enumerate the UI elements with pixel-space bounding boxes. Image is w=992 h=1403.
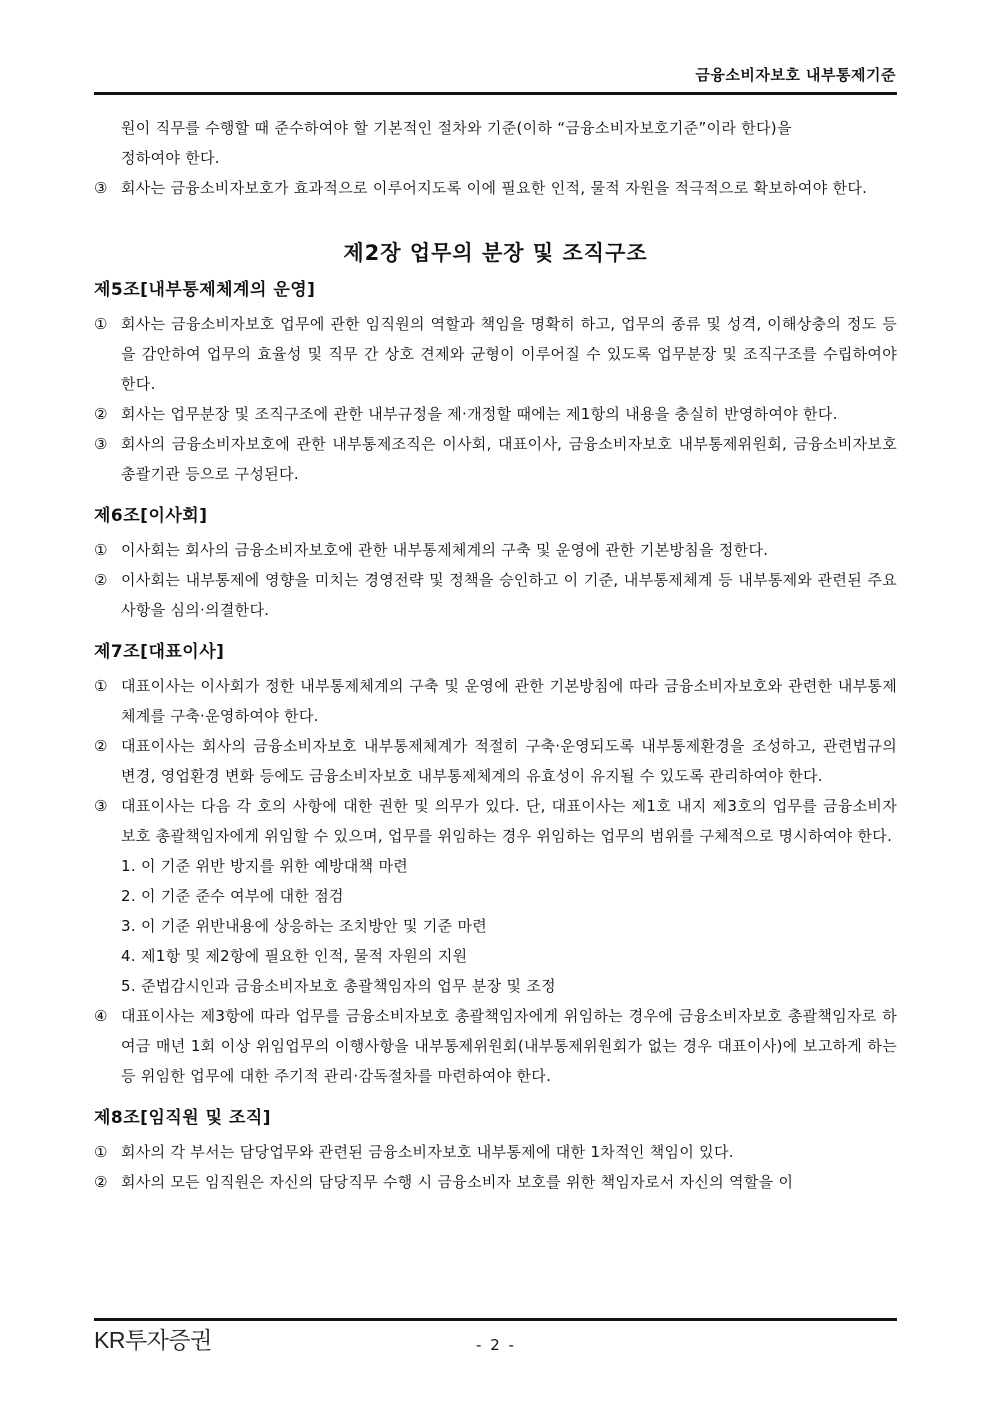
paragraph-text: 회사는 금융소비자보호 업무에 관한 임직원의 역할과 책임을 명확히 하고, 업무의 종류 및 성격, 이해상충의 정도 등을 감안하여 업무의 효율성 및 직무 간 상호 견제와 균형이 이루어질 수 있도록 업무분장 및 조직구조를 수립하여야 한다. [121,315,897,393]
article-7-paragraph-2 [94,731,897,791]
list-item: 1. 이 기준 위반 방지를 위한 예방대책 마련 [121,857,409,875]
paragraph-marker: ② [94,737,108,755]
paragraph-text: 대표이사는 이사회가 정한 내부통제체계의 구축 및 운영에 관한 기본방침에 따라 금융소비자보호와 관련한 내부통제체계를 구축·운영하여야 한다. [121,677,897,725]
article-8-paragraph-2 [94,1167,897,1197]
footer-rule [94,1318,897,1321]
list-item: 4. 제1항 및 제2항에 필요한 인적, 물적 자원의 지원 [121,947,468,965]
paragraph-marker: ① [94,1143,108,1161]
paragraph-text: 이사회는 내부통제에 영향을 미치는 경영전략 및 정책을 승인하고 이 기준, 내부통제체계 등 내부통제와 관련된 주요사항을 심의·의결한다. [121,571,897,619]
list-item: 3. 이 기준 위반내용에 상응하는 조치방안 및 기준 마련 [121,917,488,935]
header-rule [94,92,897,95]
chapter-title: 제2장 업무의 분장 및 조직구조 [343,241,648,265]
paragraph-marker: ④ [94,1007,108,1025]
paragraph-marker: ① [94,541,108,559]
article-7-title: 제7조[대표이사] [94,642,225,662]
company-logo: KR투자증권 [94,1327,212,1353]
paragraph-text: 이사회는 회사의 금융소비자보호에 관한 내부통제체계의 구축 및 운영에 관한 기본방침을 정한다. [121,541,769,559]
paragraph-text: 대표이사는 다음 각 호의 사항에 대한 권한 및 의무가 있다. 단, 대표이사는 제1호 내지 제3호의 업무를 금융소비자보호 총괄책임자에게 위임할 수 있으며, 업무를 위임하는 경우 위임하는 업무의 범위를 구체적으로 명시하여야 한다. [121,797,897,845]
paragraph-text: 회사의 모든 임직원은 자신의 담당직무 수행 시 금융소비자 보호를 위한 책임자로서 자신의 역할을 이 [121,1173,794,1191]
article-5-paragraph-3 [94,429,897,489]
article-6-paragraph-1 [94,535,897,565]
paragraph-marker: ③ [94,797,108,815]
paragraph-text: 회사의 금융소비자보호에 관한 내부통제조직은 이사회, 대표이사, 금융소비자보호 내부통제위원회, 금융소비자보호 총괄기관 등으로 구성된다. [121,435,897,483]
list-item: 5. 준법감시인과 금융소비자보호 총괄책임자의 업무 분장 및 조정 [121,977,556,995]
running-header-title: 금융소비자보호 내부통제기준 [695,66,896,84]
article-7-paragraph-1 [94,671,897,731]
intro-continuation-line: 원이 직무를 수행할 때 준수하여야 할 기본적인 절차와 기준(이하 “금융소비자보호기준”이라 한다)을 [121,119,792,137]
article-8-paragraph-1 [94,1137,897,1167]
paragraph-text: 회사는 금융소비자보호가 효과적으로 이루어지도록 이에 필요한 인적, 물적 자원을 적극적으로 확보하여야 한다. [121,179,868,197]
intro-paragraph-3 [94,173,897,203]
paragraph-text: 대표이사는 제3항에 따라 업무를 금융소비자보호 총괄책임자에게 위임하는 경우에 금융소비자보호 총괄책임자로 하여금 매년 1회 이상 위임업무의 이행사항을 내부통제위원회(내부통제위원회가 없는 경우 대표이사)에 보고하게 하는 등 위임한 업무에 대한 주기적 관리·감독절차를 마련하여야 한다. [121,1007,897,1085]
article-5-paragraph-2 [94,399,897,429]
article-7-paragraph-3 [94,791,897,851]
paragraph-marker: ① [94,677,108,695]
paragraph-marker: ③ [94,435,108,453]
article-7-paragraph-4 [94,1001,897,1091]
paragraph-marker: ② [94,571,108,589]
page-number: - 2 - [476,1336,516,1354]
article-6-title: 제6조[이사회] [94,506,208,526]
paragraph-marker: ② [94,1173,108,1191]
document-body [94,113,897,1197]
paragraph-text: 회사는 업무분장 및 조직구조에 관한 내부규정을 제·개정할 때에는 제1항의 내용을 충실히 반영하여야 한다. [121,405,838,423]
paragraph-text: 회사의 각 부서는 담당업무와 관련된 금융소비자보호 내부통제에 대한 1차적인 책임이 있다. [121,1143,734,1161]
article-8-title: 제8조[임직원 및 조직] [94,1108,272,1128]
intro-continuation-line: 정하여야 한다. [121,149,220,167]
list-item: 2. 이 기준 준수 여부에 대한 점검 [121,887,344,905]
paragraph-text: 대표이사는 회사의 금융소비자보호 내부통제체계가 적절히 구축·운영되도록 내부통제환경을 조성하고, 관련법규의 변경, 영업환경 변화 등에도 금융소비자보호 내부통제체계의 유효성이 유지될 수 있도록 관리하여야 한다. [121,737,897,785]
article-6-paragraph-2 [94,565,897,625]
paragraph-marker: ② [94,405,108,423]
paragraph-marker: ① [94,315,108,333]
paragraph-marker: ③ [94,179,108,197]
article-5-paragraph-1 [94,309,897,399]
article-5-title: 제5조[내부통제체계의 운영] [94,280,316,300]
